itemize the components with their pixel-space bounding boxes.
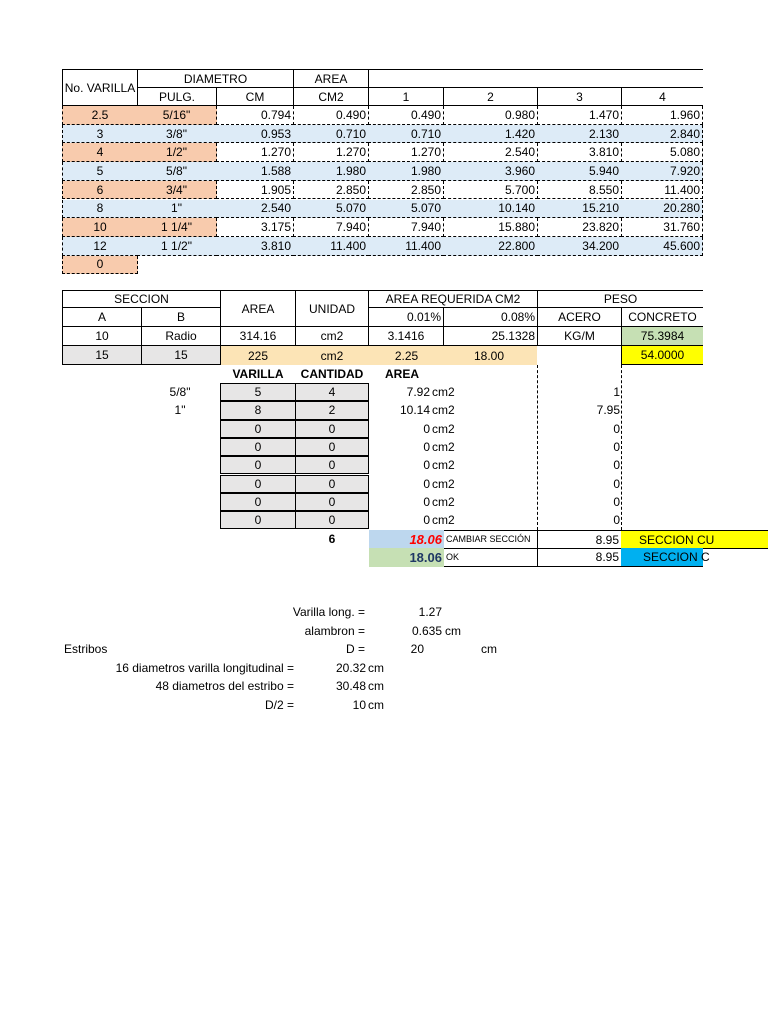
bar-area-unit: cm2 (432, 403, 455, 418)
varilla-cell-area: 7.940 (293, 218, 369, 237)
bar-label: 5/8" (169, 385, 191, 400)
header-acero: ACERO (537, 307, 622, 327)
varilla-cell-c3: 23.820 (537, 218, 622, 237)
varilla-cell-pulg: 3/4" (137, 181, 217, 200)
varilla-cell-cm: 1.270 (216, 143, 294, 162)
header-no-varilla: No. VARILLA (62, 69, 138, 106)
header-unidad: UNIDAD (295, 290, 369, 327)
bar-label (150, 493, 210, 511)
row2-b: 15 (141, 345, 221, 365)
varilla-cell-no: 2.5 (62, 106, 138, 125)
header-peso: PESO (537, 290, 703, 308)
varilla-cell-area: 11.400 (293, 237, 369, 256)
header-top-border (368, 69, 703, 70)
diam16-unit: cm (368, 661, 384, 675)
bar-peso: 0 (613, 513, 620, 528)
alambron-label: alambron = (304, 624, 365, 638)
bar-label (150, 438, 210, 456)
row1-unidad: cm2 (295, 326, 369, 346)
bar-varilla: 8 (220, 401, 296, 419)
row2-a: 15 (62, 345, 142, 365)
bar-peso: 0 (613, 476, 620, 491)
varilla-cell-c1: 0.710 (368, 125, 444, 144)
bar-label (150, 511, 210, 529)
varilla-cell-c4: 2.840 (621, 125, 703, 144)
varilla-cell-pulg: 1/2" (137, 143, 217, 162)
varilla-cell-no: 8 (62, 200, 138, 219)
varilla-cell-c4: 31.760 (621, 218, 703, 237)
diam48-label: 48 diametros del estribo = (155, 679, 294, 693)
varilla-cell-c3: 1.470 (537, 106, 622, 125)
bar-cantidad: 0 (295, 456, 369, 474)
diam16-label: 16 diametros varilla longitudinal = (115, 661, 294, 675)
header-cm2: CM2 (293, 87, 369, 106)
varilla-cell-c3: 3.810 (537, 143, 622, 162)
total1-status: SECCION CU (621, 530, 768, 549)
bar-area: 0 (423, 494, 430, 509)
header-seccion: SECCION (62, 290, 221, 308)
bar-area: 0 (423, 513, 430, 528)
bar-varilla: 0 (220, 456, 296, 474)
row1-a: 10 (62, 326, 142, 346)
varilla-cell-no: 3 (62, 125, 138, 144)
varilla-cell-c2: 0.980 (443, 106, 538, 125)
varilla-cell-no: 12 (62, 237, 138, 256)
varilla-cell-c4: 45.600 (621, 237, 703, 256)
d2-unit: cm (368, 698, 384, 712)
alambron-value: 0.635 (411, 624, 442, 638)
header-pct-2: 0.08% (443, 307, 538, 327)
row1-acero: KG/M (537, 326, 622, 346)
bar-peso: 7.95 (596, 403, 620, 418)
varilla-cell-c2: 10.140 (443, 200, 538, 219)
varilla-cell-c4: 7.920 (621, 162, 703, 181)
varilla-cell-c1: 0.490 (368, 106, 444, 125)
header-area: AREA (385, 367, 420, 381)
total2-peso: 8.95 (537, 548, 622, 567)
varilla-cell-c2: 5.700 (443, 181, 538, 200)
varilla-cell-no: 10 (62, 218, 138, 237)
varilla-cell-cm: 3.175 (216, 218, 294, 237)
varilla-cell-cm: 0.794 (216, 106, 294, 125)
diam48-value: 30.48 (335, 679, 366, 693)
varilla-cell-no: 5 (62, 162, 138, 181)
total1-peso: 8.95 (537, 530, 622, 549)
varilla-cell-area: 1.980 (293, 162, 369, 181)
bar-peso: 0 (613, 440, 620, 455)
header-col-3: 3 (537, 87, 622, 106)
varilla-cell-c2: 2.540 (443, 143, 538, 162)
bar-varilla: 0 (220, 420, 296, 438)
varilla-cell-c4: 1.960 (621, 106, 703, 125)
bar-area-unit: cm2 (432, 385, 455, 400)
bar-area: 0 (423, 440, 430, 455)
varilla-cell-c1: 7.940 (368, 218, 444, 237)
diam16-value: 20.32 (335, 661, 366, 675)
varilla-cell-c3: 5.940 (537, 162, 622, 181)
d2-label: D/2 = (264, 698, 294, 712)
row1-req-2: 25.1328 (443, 326, 538, 346)
bar-area-unit: cm2 (432, 476, 455, 491)
varilla-cell-area: 2.850 (293, 181, 369, 200)
varilla-cell-pulg: 1" (137, 200, 217, 219)
diam48-unit: cm (368, 679, 384, 693)
varilla-cell-c3: 34.200 (537, 237, 622, 256)
varilla-cell-no: 4 (62, 143, 138, 162)
bar-area-unit: cm2 (432, 513, 455, 528)
bar-varilla: 0 (220, 493, 296, 511)
bar-area-unit: cm2 (432, 421, 455, 436)
alambron-unit: cm (445, 624, 461, 638)
total2-area: 18.06 (369, 548, 444, 567)
varilla-cell-c2: 15.880 (443, 218, 538, 237)
bar-cantidad: 0 (295, 420, 369, 438)
row2-req-2: 18.00 (444, 346, 537, 365)
acero-right-border (621, 365, 622, 530)
bar-area-unit: cm2 (432, 440, 455, 455)
header-area: AREA (293, 69, 369, 88)
varilla-cell-c1: 1.270 (368, 143, 444, 162)
bar-label (150, 475, 210, 493)
bar-area: 0 (423, 476, 430, 491)
header-area: AREA (220, 290, 296, 327)
bar-area-unit: cm2 (432, 494, 455, 509)
row1-b: Radio (141, 326, 221, 346)
varilla-cell-area: 5.070 (293, 200, 369, 219)
bar-area: 0 (423, 458, 430, 473)
bar-varilla: 5 (220, 383, 296, 401)
bar-peso: 0 (613, 458, 620, 473)
bar-label (150, 420, 210, 438)
varilla-cell-c4: 5.080 (621, 143, 703, 162)
varilla-cell-c1: 5.070 (368, 200, 444, 219)
header-col-2: 2 (443, 87, 538, 106)
varilla-cell-pulg: 1 1/4" (137, 218, 217, 237)
varilla-cell-cm: 0.953 (216, 125, 294, 144)
bar-cantidad: 0 (295, 511, 369, 529)
bar-cantidad: 0 (295, 475, 369, 493)
bar-peso: 0 (613, 494, 620, 509)
varilla-cell-pulg: 5/8" (137, 162, 217, 181)
varilla-cell-c3: 2.130 (537, 125, 622, 144)
bar-area: 10.14 (399, 403, 430, 418)
total1-message: CAMBIAR SECCIÓN (444, 530, 537, 549)
row2-req-1: 2.25 (369, 346, 444, 365)
header-pulg: PULG. (137, 87, 217, 106)
d-unit: cm (481, 642, 497, 656)
header-cantidad: CANTIDAD (300, 367, 364, 381)
bar-varilla: 0 (220, 511, 296, 529)
varilla-cell-c1: 1.980 (368, 162, 444, 181)
total2-status: SECCION C (621, 548, 703, 567)
bar-cantidad: 0 (295, 493, 369, 511)
bar-cantidad: 0 (295, 438, 369, 456)
header-diametro: DIAMETRO (137, 69, 294, 88)
d-label: D = (345, 642, 365, 656)
bar-varilla: 0 (220, 475, 296, 493)
bar-label (150, 456, 210, 474)
varilla-cell-c3: 8.550 (537, 181, 622, 200)
estribos-label: Estribos (64, 642, 108, 656)
varilla-cell-extra: 0 (62, 256, 138, 275)
varilla-cell-area: 0.710 (293, 125, 369, 144)
bar-peso: 0 (613, 421, 620, 436)
bar-cantidad: 4 (295, 383, 369, 401)
total2-message: OK (444, 548, 537, 567)
header-varilla: VARILLA (232, 367, 284, 381)
bar-cantidad: 2 (295, 401, 369, 419)
row1-req-1: 3.1416 (368, 326, 444, 346)
varilla-cell-pulg: 1 1/2" (137, 237, 217, 256)
row2-unidad: cm2 (295, 346, 369, 365)
varilla-cell-c1: 2.850 (368, 181, 444, 200)
varilla-cell-cm: 3.810 (216, 237, 294, 256)
bar-peso: 1 (613, 385, 620, 400)
varilla-cell-pulg: 5/16" (137, 106, 217, 125)
varilla-cell-c1: 11.400 (368, 237, 444, 256)
bar-area: 0 (423, 421, 430, 436)
varilla-cell-c3: 15.210 (537, 200, 622, 219)
varilla-cell-c2: 3.960 (443, 162, 538, 181)
varilla-cell-area: 0.490 (293, 106, 369, 125)
total-cantidad: 6 (328, 532, 336, 546)
varilla-cell-c4: 11.400 (621, 181, 703, 200)
varilla-cell-cm: 1.905 (216, 181, 294, 200)
varilla-cell-cm: 2.540 (216, 200, 294, 219)
header-a: A (62, 307, 142, 327)
bar-area: 7.92 (406, 385, 430, 400)
bar-label: 1" (174, 403, 186, 418)
varilla-cell-cm: 1.588 (216, 162, 294, 181)
varilla-cell-area: 1.270 (293, 143, 369, 162)
header-concreto: CONCRETO (621, 307, 703, 327)
bar-area-unit: cm2 (432, 458, 455, 473)
varilla-cell-no: 6 (62, 181, 138, 200)
bar-varilla: 0 (220, 438, 296, 456)
row1-area: 314.16 (220, 326, 296, 346)
varilla-long-label: Varilla long. = (292, 605, 365, 619)
row2-area: 225 (221, 346, 295, 365)
d2-value: 10 (352, 698, 366, 712)
varilla-cell-pulg: 3/8" (137, 125, 217, 144)
row2-concreto: 54.0000 (621, 345, 703, 365)
varilla-long-value: 1.27 (418, 605, 442, 619)
d-value: 20 (410, 642, 424, 656)
header-cm: CM (216, 87, 294, 106)
varilla-cell-c2: 1.420 (443, 125, 538, 144)
header-b: B (141, 307, 221, 327)
total1-area: 18.06 (369, 530, 444, 549)
header-col-4: 4 (621, 87, 703, 106)
header-pct-1: 0.01% (368, 307, 444, 327)
acero-left-border (537, 365, 538, 530)
header-area-requerida: AREA REQUERIDA CM2 (368, 290, 538, 308)
varilla-cell-c4: 20.280 (621, 200, 703, 219)
varilla-cell-c2: 22.800 (443, 237, 538, 256)
row1-concreto: 75.3984 (621, 326, 703, 346)
header-col-1: 1 (368, 87, 444, 106)
